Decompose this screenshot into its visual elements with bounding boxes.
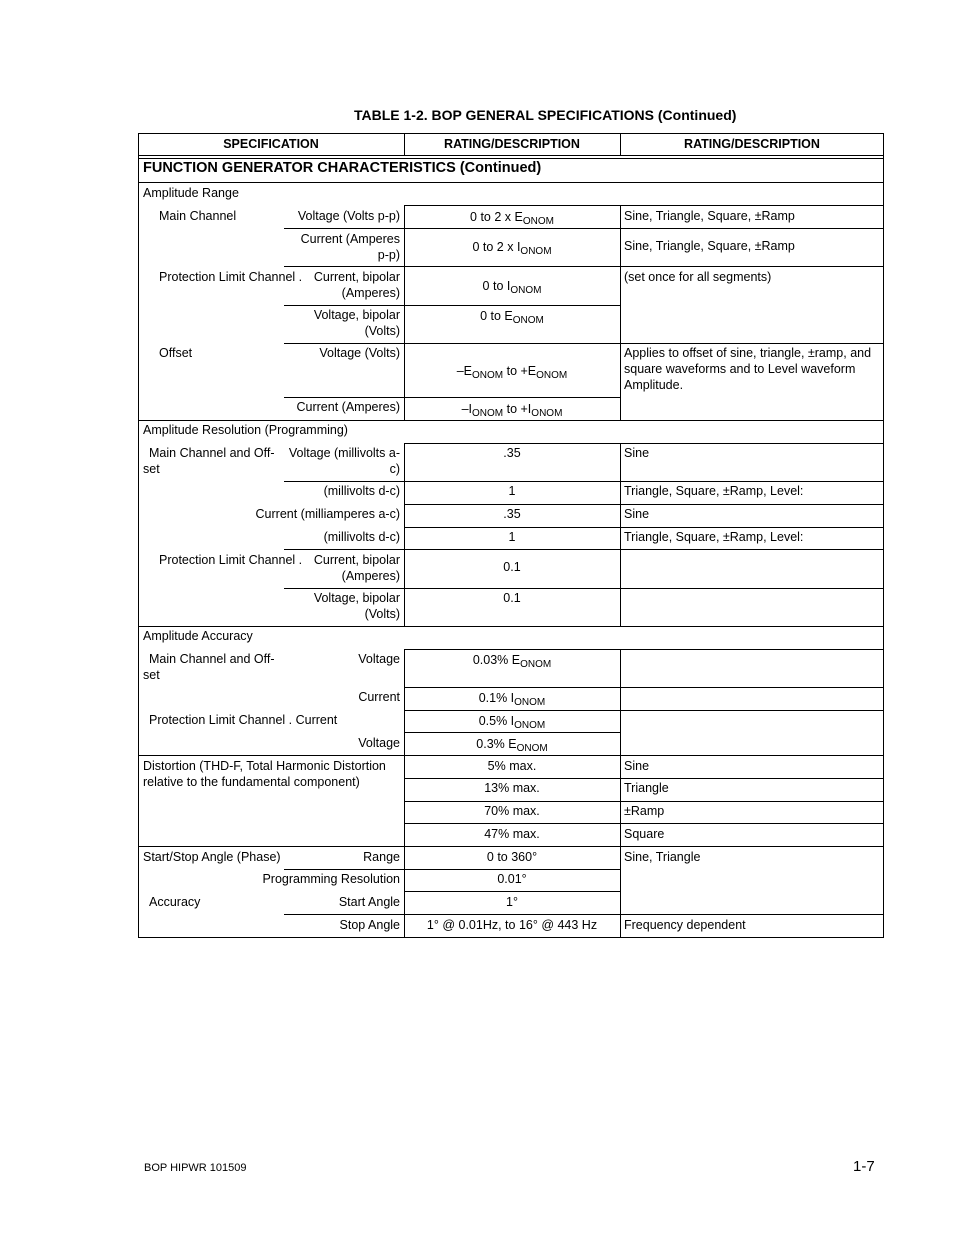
res-desc-triangle-1: Triangle, Square, ±Ramp, Level: [624, 484, 804, 498]
param-current-bipolar-line1: Current, bipolar [313, 270, 400, 284]
res-param-current-bipolar-line2: (Amperes) [341, 569, 400, 583]
desc-current-pp: Sine, Triangle, Square, ±Ramp [624, 239, 795, 253]
distortion-value-ramp: 70% max. [484, 804, 540, 818]
phase-param-range: Range [363, 850, 400, 864]
footer-doc-id: BOP HIPWR 101509 [144, 1162, 247, 1174]
distortion-value-triangle: 13% max. [484, 781, 540, 795]
res-value-current-dc: 1 [508, 530, 516, 544]
desc-offset-line2: square waveforms and to Level waveform [624, 362, 856, 376]
res-value-current-ac: .35 [503, 507, 521, 521]
acc-value-voltage-main: 0.03% $E_{ONOM}$ [472, 653, 552, 670]
acc-param-current-1: Current [358, 690, 400, 704]
page-number: 1-7 [853, 1158, 875, 1175]
res-value-voltage-dc: 1 [508, 484, 516, 498]
distortion-desc-sine: Sine [624, 759, 650, 773]
main-channel-label: Main Channel [159, 209, 237, 223]
value-voltage-pp: 0 to 2 x $E_{ONOM}$ [470, 210, 554, 227]
res-param-current-bipolar-line1: Current, bipolar [313, 553, 400, 567]
value-offset-current: $-I_{ONOM}$ to $+I_{ONOM}$ [461, 402, 563, 419]
offset-label: Offset [159, 346, 193, 360]
res-param-mv-dc-2: (millivolts d-c) [323, 530, 400, 544]
res-desc-sine-2: Sine [624, 507, 650, 521]
param-current-bipolar-line2: (Amperes) [341, 286, 400, 300]
distortion-label-line1: Distortion (THD-F, Total Harmonic Distortion [143, 759, 386, 773]
header-rating-2: RATING/DESCRIPTION [684, 137, 820, 151]
header-specification: SPECIFICATION [223, 137, 319, 151]
acc-main-channel-line1: Main Channel and Off- [149, 652, 275, 666]
res-value-current-bipolar: 0.1 [503, 560, 521, 574]
param-voltage-pp: Voltage (Volts p-p) [297, 209, 400, 223]
desc-set-once: (set once for all segments) [624, 270, 772, 284]
specifications-table [138, 133, 884, 938]
phase-accuracy-label: Accuracy [149, 895, 201, 909]
section-title: FUNCTION GENERATOR CHARACTERISTICS (Continued) [143, 160, 542, 176]
desc-voltage-pp: Sine, Triangle, Square, ±Ramp [624, 209, 795, 223]
acc-value-voltage-protection: 0.3% $E_{ONOM}$ [476, 737, 548, 754]
res-desc-sine-1: Sine [624, 446, 650, 460]
value-current-bipolar: 0 to $I_{ONOM}$ [482, 279, 542, 296]
param-current-pp-line2: p-p) [377, 248, 400, 262]
acc-protection-channel-label: Protection Limit Channel . Current [149, 713, 338, 727]
res-param-voltage-line2: c) [389, 462, 400, 476]
res-value-voltage-ac: .35 [503, 446, 521, 460]
res-param-mv-dc-1: (millivolts d-c) [323, 484, 400, 498]
protection-channel-label: Protection Limit Channel . [159, 270, 303, 284]
phase-value-start-angle: 1° [506, 895, 518, 909]
phase-value-resolution: 0.01° [497, 872, 527, 886]
acc-param-voltage-1: Voltage [358, 652, 400, 666]
phase-desc-frequency: Frequency dependent [624, 918, 746, 932]
acc-main-channel-line2: set [143, 668, 160, 682]
phase-desc-sine-triangle: Sine, Triangle [624, 850, 701, 864]
res-param-voltage-bipolar-line2: (Volts) [364, 607, 400, 621]
value-offset-voltage: $-E_{ONOM}$ to $+E_{ONOM}$ [456, 364, 568, 381]
amplitude-resolution-label: Amplitude Resolution (Programming) [143, 423, 348, 437]
res-param-voltage-line1: Voltage (millivolts a- [288, 446, 400, 460]
res-main-channel-line2: set [143, 462, 160, 476]
res-value-voltage-bipolar: 0.1 [503, 591, 521, 605]
desc-offset-line3: Amplitude. [624, 378, 684, 392]
distortion-desc-triangle: Triangle [624, 781, 669, 795]
distortion-label-line2: relative to the fundamental component) [143, 775, 360, 789]
distortion-value-sine: 5% max. [487, 759, 537, 773]
phase-value-range: 0 to 360° [486, 850, 538, 864]
res-main-channel-line1: Main Channel and Off- [149, 446, 275, 460]
header-rating-1: RATING/DESCRIPTION [444, 137, 580, 151]
phase-param-resolution: Programming Resolution [262, 872, 400, 886]
distortion-desc-ramp: ±Ramp [624, 804, 665, 818]
param-offset-current: Current (Amperes) [296, 400, 400, 414]
res-protection-channel-label: Protection Limit Channel . [159, 553, 303, 567]
phase-param-start-angle: Start Angle [338, 895, 400, 909]
res-param-current-ac: Current (milliamperes a-c) [255, 507, 400, 521]
param-voltage-bipolar-line2: (Volts) [364, 324, 400, 338]
param-current-pp-line1: Current (Amperes [300, 232, 400, 246]
amplitude-accuracy-label: Amplitude Accuracy [143, 629, 253, 643]
phase-value-stop-angle: 1° @ 0.01Hz, to 16° @ 443 Hz [426, 918, 598, 932]
value-current-pp: 0 to 2 x $I_{ONOM}$ [472, 240, 552, 257]
phase-label: Start/Stop Angle (Phase) [143, 850, 281, 864]
acc-param-voltage-2: Voltage [358, 736, 400, 750]
param-voltage-bipolar-line1: Voltage, bipolar [313, 308, 400, 322]
table-title: TABLE 1-2. BOP GENERAL SPECIFICATIONS (Continued) [354, 107, 737, 123]
res-desc-triangle-2: Triangle, Square, ±Ramp, Level: [624, 530, 804, 544]
param-offset-voltage: Voltage (Volts) [319, 346, 400, 360]
desc-offset-line1: Applies to offset of sine, triangle, ±ramp, and [624, 346, 872, 360]
phase-param-stop-angle: Stop Angle [339, 918, 400, 932]
acc-value-current-protection: 0.5% $I_{ONOM}$ [478, 714, 546, 731]
res-param-voltage-bipolar-line1: Voltage, bipolar [313, 591, 400, 605]
value-voltage-bipolar: 0 to $E_{ONOM}$ [480, 309, 544, 326]
amplitude-range-label: Amplitude Range [143, 186, 239, 200]
distortion-value-square: 47% max. [484, 827, 540, 841]
distortion-desc-square: Square [624, 827, 665, 841]
acc-value-current-main: 0.1% $I_{ONOM}$ [478, 691, 546, 708]
